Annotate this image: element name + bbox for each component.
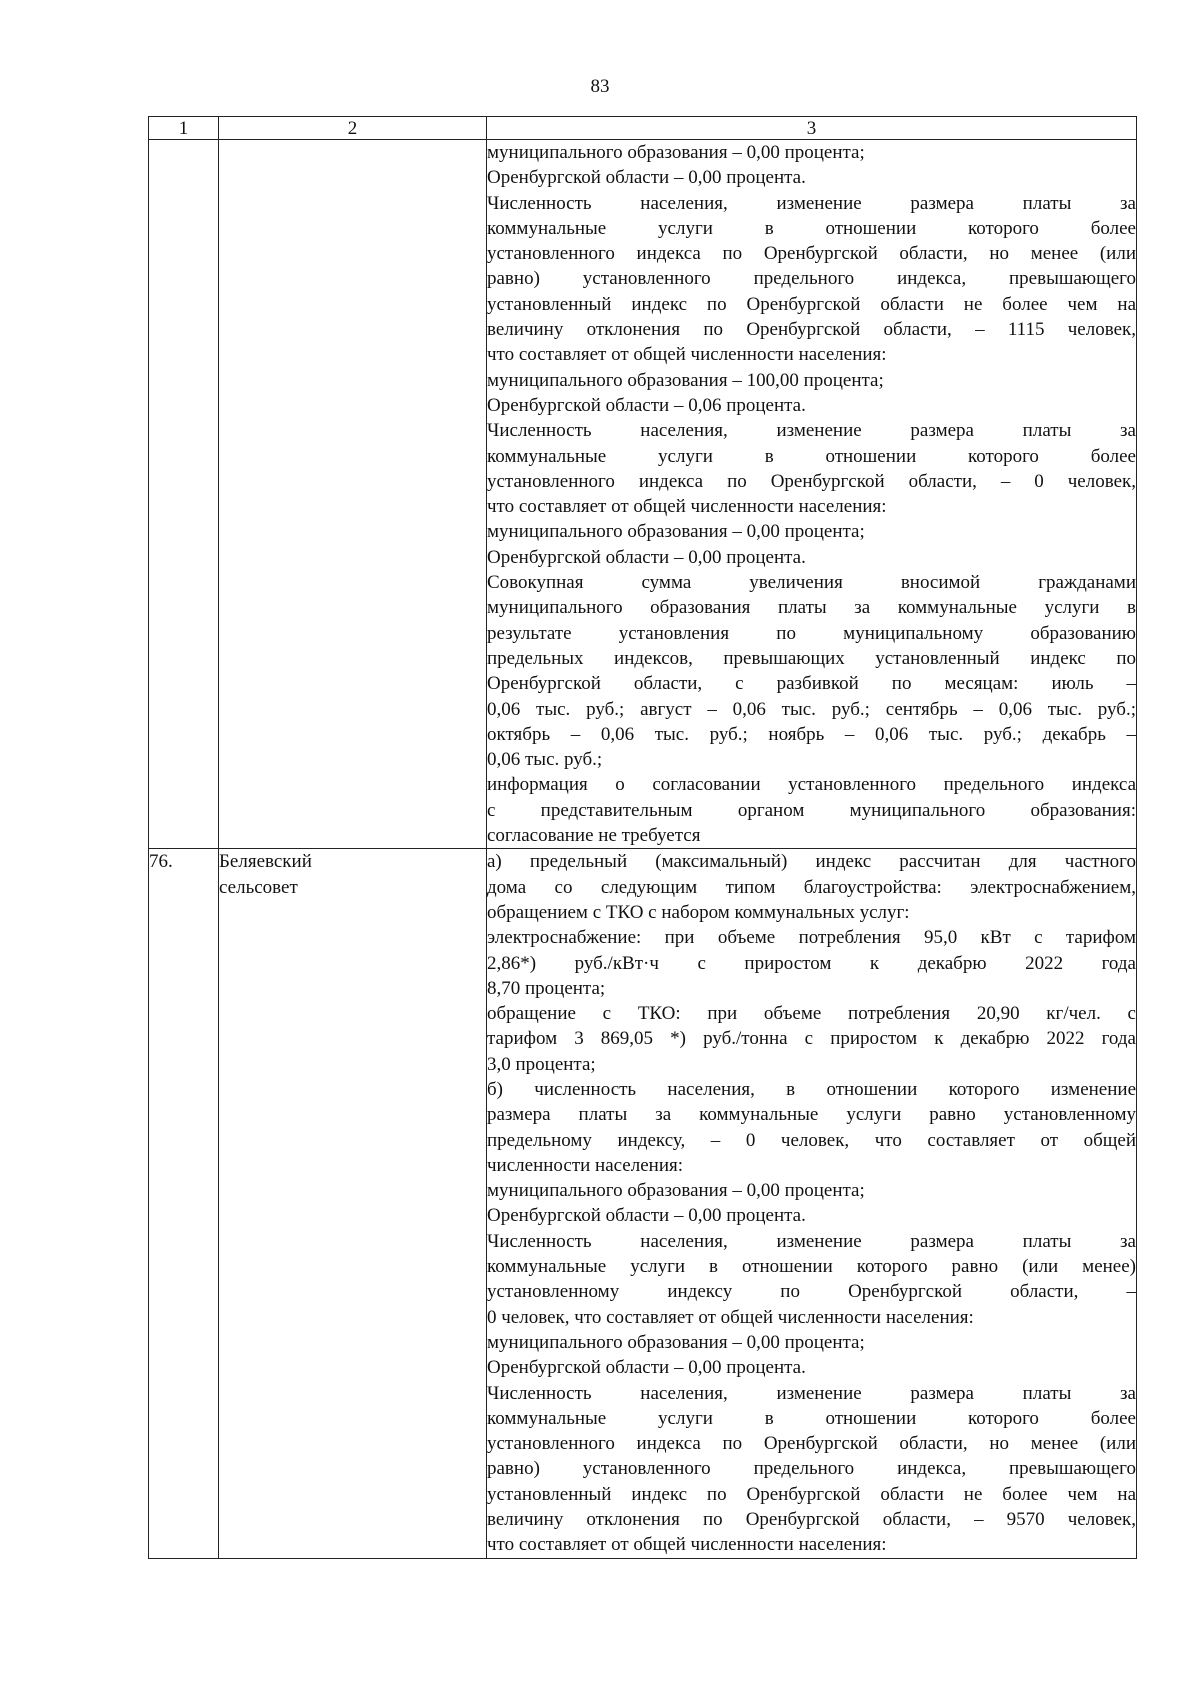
- description-line: Оренбургской области – 0,06 процента.: [487, 394, 806, 416]
- page-number: 83: [590, 76, 610, 97]
- municipality-name-line: сельсовет: [219, 876, 298, 898]
- description-line: что составляет от общей численности населения:: [487, 496, 887, 518]
- description-line: Численность населения, изменение размера платы за: [487, 420, 1136, 442]
- municipality-cell: [219, 140, 487, 849]
- description-line: муниципального образования – 100,00 процента;: [487, 369, 884, 391]
- description-line: Оренбургской области – 0,00 процента.: [487, 1205, 806, 1227]
- description-line: установленного индекса по Оренбургской области, но менее (или: [487, 1433, 1136, 1455]
- municipality-name-line: Беляевский: [219, 851, 312, 873]
- description-line: равно) установленного предельного индекса, превышающего: [487, 268, 1136, 290]
- description-line: Оренбургской области, с разбивкой по месяцам: июль –: [487, 673, 1136, 695]
- description-line: октябрь – 0,06 тыс. руб.; ноябрь – 0,06 тыс. руб.; декабрь –: [487, 723, 1136, 745]
- description-line: установленного индекса по Оренбургской области, – 0 человек,: [487, 470, 1136, 492]
- description-line: 0,06 тыс. руб.; август – 0,06 тыс. руб.; сентябрь – 0,06 тыс. руб.;: [487, 698, 1136, 720]
- description-line: коммунальные услуги в отношении которого более: [487, 445, 1136, 467]
- description-line: численности населения:: [487, 1154, 684, 1176]
- description-line: коммунальные услуги в отношении которого более: [487, 1407, 1136, 1429]
- table-row: [149, 849, 1137, 1558]
- description-line: результате установления по муниципальному образованию: [487, 622, 1136, 644]
- description-line: 2,86*) руб./кВт·ч с приростом к декабрю 2022 года: [487, 952, 1136, 974]
- description-line: установленного индекса по Оренбургской области, но менее (или: [487, 243, 1136, 265]
- description-line: Численность населения, изменение размера платы за: [487, 192, 1136, 214]
- table-row: [149, 140, 1137, 849]
- description-cell: [487, 140, 1137, 849]
- description-line: Оренбургской области – 0,00 процента.: [487, 167, 806, 189]
- description-line: предельному индексу, – 0 человек, что составляет от общей: [487, 1129, 1136, 1151]
- description-line: электроснабжение: при объеме потребления 95,0 кВт с тарифом: [487, 927, 1136, 949]
- description-line: размера платы за коммунальные услуги равно установленному: [487, 1104, 1136, 1126]
- description-line: 0 человек, что составляет от общей численности населения:: [487, 1306, 974, 1328]
- description-line: информация о согласовании установленного предельного индекса: [487, 774, 1136, 796]
- description-line: равно) установленного предельного индекса, превышающего: [487, 1458, 1136, 1480]
- description-line: дома со следующим типом благоустройства: электроснабжением,: [487, 876, 1136, 898]
- description-line: установленный индекс по Оренбургской области не более чем на: [487, 293, 1136, 315]
- header-cell-2: 2: [219, 117, 487, 140]
- header-cell-3: 3: [487, 117, 1137, 140]
- document-table: [148, 116, 1137, 1559]
- row-number: 76.: [149, 851, 173, 873]
- description-line: обращение с ТКО: при объеме потребления 20,90 кг/чел. с: [487, 1003, 1136, 1025]
- description-line: согласование не требуется: [487, 825, 701, 847]
- description-line: 0,06 тыс. руб.;: [487, 749, 603, 771]
- description-line: обращением с ТКО с набором коммунальных услуг:: [487, 901, 910, 923]
- table-header-row: [149, 117, 1137, 140]
- description-line: тарифом 3 869,05 *) руб./тонна с приростом к декабрю 2022 года: [487, 1028, 1136, 1050]
- municipality-cell: [219, 849, 487, 1558]
- description-line: муниципального образования – 0,00 процента;: [487, 142, 865, 163]
- description-line: Оренбургской области – 0,00 процента.: [487, 546, 806, 568]
- description-line: муниципального образования – 0,00 процента;: [487, 521, 865, 543]
- description-line: коммунальные услуги в отношении которого равно (или менее): [487, 1256, 1136, 1278]
- description-cell: [487, 849, 1137, 1558]
- row-number-cell: [149, 140, 219, 849]
- description-line: величину отклонения по Оренбургской области, – 1115 человек,: [487, 319, 1136, 341]
- description-line: муниципального образования – 0,00 процента;: [487, 1331, 865, 1353]
- description-line: Численность населения, изменение размера платы за: [487, 1230, 1136, 1252]
- description-line: установленному индексу по Оренбургской области, –: [487, 1281, 1136, 1303]
- description-line: Численность населения, изменение размера платы за: [487, 1382, 1136, 1404]
- row-number-cell: [149, 849, 219, 1558]
- description-line: что составляет от общей численности населения:: [487, 1534, 887, 1556]
- description-line: муниципального образования платы за коммунальные услуги в: [487, 597, 1136, 619]
- description-line: б) численность населения, в отношении которого изменение: [487, 1078, 1136, 1100]
- description-line: Совокупная сумма увеличения вносимой гражданами: [487, 572, 1136, 594]
- description-line: предельных индексов, превышающих установленный индекс по: [487, 647, 1136, 669]
- description-line: 8,70 процента;: [487, 977, 606, 999]
- description-line: Оренбургской области – 0,00 процента.: [487, 1357, 806, 1379]
- description-line: коммунальные услуги в отношении которого более: [487, 217, 1136, 239]
- header-cell-1: 1: [149, 117, 219, 140]
- description-line: а) предельный (максимальный) индекс рассчитан для частного: [487, 851, 1136, 873]
- description-line: муниципального образования – 0,00 процента;: [487, 1180, 865, 1202]
- description-line: величину отклонения по Оренбургской области, – 9570 человек,: [487, 1509, 1136, 1531]
- description-line: с представительным органом муниципального образования:: [487, 799, 1136, 821]
- description-line: что составляет от общей численности населения:: [487, 344, 887, 366]
- description-line: 3,0 процента;: [487, 1053, 596, 1075]
- description-line: установленный индекс по Оренбургской области не более чем на: [487, 1483, 1136, 1505]
